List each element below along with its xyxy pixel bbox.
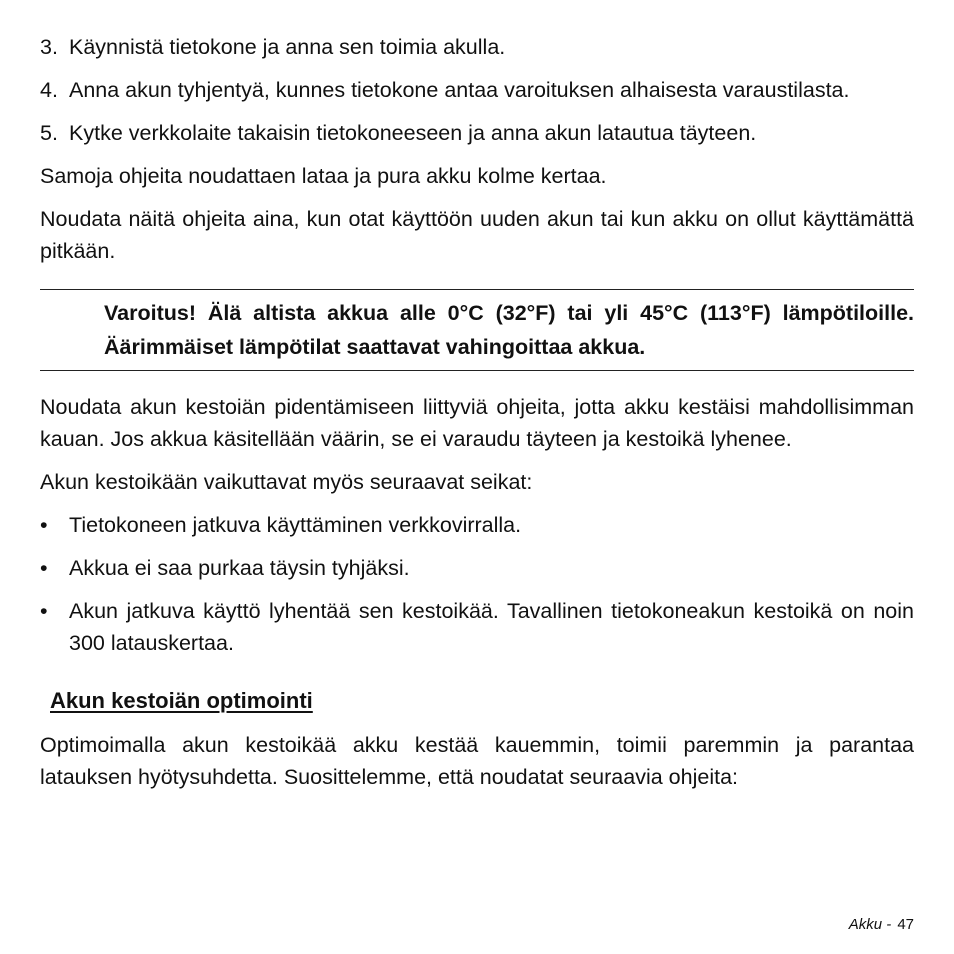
step-text: Kytke verkkolaite takaisin tietokoneeseen ja anna akun latautua täyteen. [69, 121, 757, 145]
step-text: Käynnistä tietokone ja anna sen toimia akulla. [69, 35, 506, 59]
bullet-item [40, 509, 914, 541]
bullet-item [40, 552, 914, 584]
step-number: 4. [40, 78, 58, 102]
bullet-item [40, 595, 914, 659]
bullet-text: Akun jatkuva käyttö lyhentää sen kestoikää. Tavallinen tietokoneakun kestoikä on noin 300 latauskertaa. [69, 599, 914, 655]
bullet-icon: • [40, 556, 48, 580]
step-number: 5. [40, 121, 58, 145]
page-number: 47 [897, 916, 914, 933]
list-item-step-4 [40, 74, 914, 106]
warning-box [40, 289, 914, 371]
footer-section: Akku - [848, 916, 892, 933]
step-text: Anna akun tyhjentyä, kunnes tietokone antaa varoituksen alhaisesta varaustilasta. [69, 78, 850, 102]
list-item-step-3 [40, 31, 914, 63]
step-number: 3. [40, 35, 58, 59]
paragraph-factors: Akun kestoikään vaikuttavat myös seuraavat seikat: [40, 470, 533, 494]
bullet-icon: • [40, 599, 48, 623]
paragraph-repeat: Samoja ohjeita noudattaen lataa ja pura akku kolme kertaa. [40, 164, 607, 188]
warning-text: Varoitus! Älä altista akkua alle 0°C (32°F) tai yli 45°C (113°F) lämpötiloille. Äärimmäiset lämpötilat saattavat vahingoittaa akkua. [104, 301, 914, 359]
document-page [40, 30, 914, 804]
bullet-text: Akkua ei saa purkaa täysin tyhjäksi. [69, 556, 410, 580]
section-heading: Akun kestoiän optimointi [50, 688, 313, 713]
paragraph-optimize: Optimoimalla akun kestoikää akku kestää kauemmin, toimii paremmin ja parantaa latauksen hyötysuhdetta. Suosittelemme, että noudatat seuraavia ohjeita: [40, 733, 914, 789]
bullet-text: Tietokoneen jatkuva käyttäminen verkkovirralla. [69, 513, 522, 537]
paragraph-lifetime: Noudata akun kestoiän pidentämiseen liittyviä ohjeita, jotta akku kestäisi mahdollisimman kauan. Jos akkua käsitellään väärin, se ei varaudu täyteen ja kestoikä lyhenee. [40, 395, 914, 451]
paragraph-new-battery: Noudata näitä ohjeita aina, kun otat käyttöön uuden akun tai kun akku on ollut käyttämättä pitkään. [40, 207, 914, 263]
list-item-step-5 [40, 117, 914, 149]
page-footer [849, 916, 914, 933]
bullet-icon: • [40, 513, 48, 537]
